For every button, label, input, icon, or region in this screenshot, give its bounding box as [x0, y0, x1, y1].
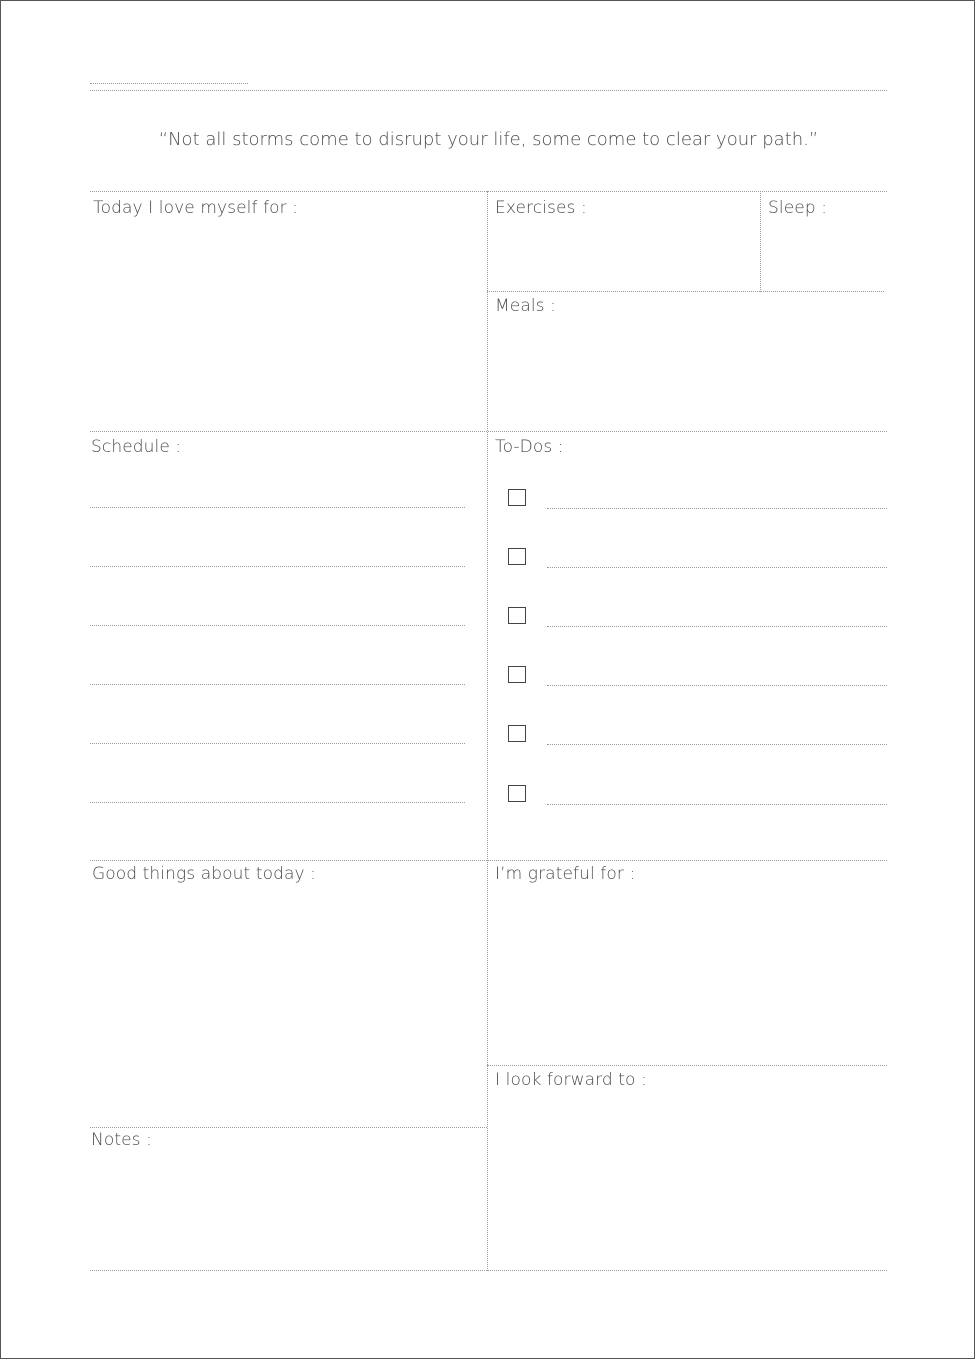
exercises-sleep-divider: [760, 191, 761, 292]
grid-top-border: [90, 191, 887, 192]
todo-checkbox[interactable]: [508, 785, 526, 802]
good-things-top-border: [90, 860, 887, 861]
look-forward-label: I look forward to :: [495, 1070, 647, 1090]
todo-checkbox[interactable]: [508, 725, 526, 742]
todo-checkbox[interactable]: [508, 607, 526, 624]
schedule-line[interactable]: [90, 625, 465, 626]
schedule-top-border: [90, 431, 887, 432]
todo-line[interactable]: [547, 804, 887, 805]
good-things-label: Good things about today :: [92, 864, 316, 884]
header-divider: [90, 90, 887, 91]
schedule-line[interactable]: [90, 507, 465, 508]
todo-checkbox[interactable]: [508, 548, 526, 565]
todo-line[interactable]: [547, 685, 887, 686]
good-things-notes-divider: [90, 1127, 487, 1128]
schedule-label: Schedule :: [91, 437, 182, 457]
schedule-line[interactable]: [90, 566, 465, 567]
center-divider: [487, 191, 488, 1271]
grid-bottom-border: [90, 1270, 887, 1271]
date-line[interactable]: [90, 83, 248, 84]
todo-line[interactable]: [547, 744, 887, 745]
schedule-line[interactable]: [90, 684, 465, 685]
meals-label: Meals :: [495, 296, 556, 316]
grateful-label: I’m grateful for :: [495, 864, 636, 884]
notes-label: Notes :: [91, 1130, 152, 1150]
love-myself-label: Today I love myself for :: [93, 198, 299, 218]
exercises-label: Exercises :: [495, 198, 587, 218]
schedule-line[interactable]: [90, 743, 465, 744]
grateful-forward-divider: [487, 1065, 887, 1066]
todo-checkbox[interactable]: [508, 666, 526, 683]
todos-label: To-Dos :: [495, 437, 564, 457]
sleep-label: Sleep :: [768, 198, 828, 218]
quote-text: “Not all storms come to disrupt your life, some come to clear your path.”: [158, 129, 819, 150]
todo-line[interactable]: [547, 567, 887, 568]
todo-checkbox[interactable]: [508, 489, 526, 506]
exercises-meals-divider: [487, 291, 884, 292]
todo-line[interactable]: [547, 508, 887, 509]
schedule-line[interactable]: [90, 802, 465, 803]
todo-line[interactable]: [547, 626, 887, 627]
